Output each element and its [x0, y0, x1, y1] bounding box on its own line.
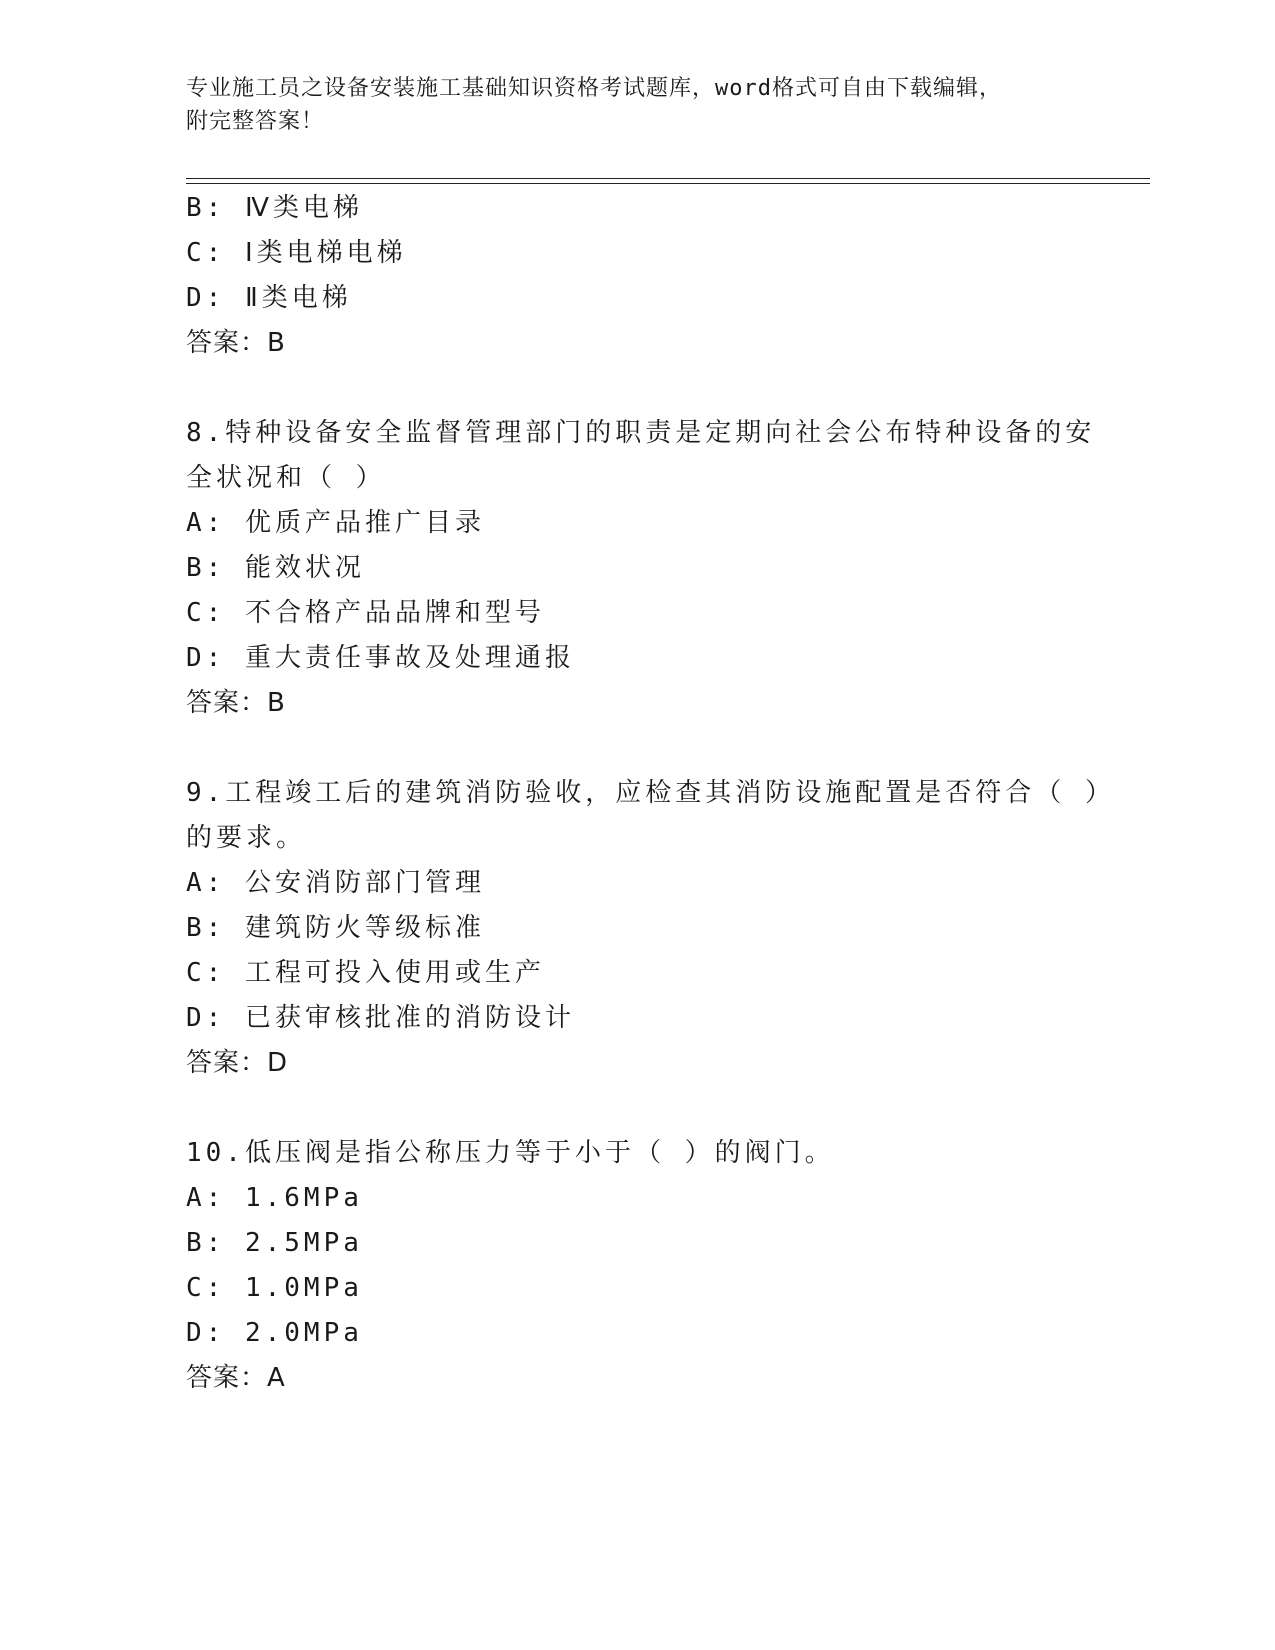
question-9-option-b: B: 建筑防火等级标准 — [186, 913, 485, 943]
question-8-option-a: A: 优质产品推广目录 — [186, 508, 485, 538]
question-8-option-c: C: 不合格产品品牌和型号 — [186, 598, 545, 628]
question-10-option-b: B: 2.5MPa — [186, 1228, 363, 1258]
header-line-1: 专业施工员之设备安装施工基础知识资格考试题库，word格式可自由下载编辑， — [186, 76, 1002, 101]
header-line-2: 附完整答案！ — [186, 109, 325, 134]
question-9-answer: 答案：D — [186, 1048, 289, 1078]
question-8-stem-line-2: 全状况和（ ） — [186, 463, 386, 493]
document-header — [186, 72, 1066, 138]
question-8-stem-line-1: 8.特种设备安全监督管理部门的职责是定期向社会公布特种设备的安 — [186, 418, 1096, 448]
header-divider-bottom — [186, 183, 1150, 184]
option-c: C: Ⅰ类电梯电梯 — [186, 238, 407, 268]
question-9-option-d: D: 已获审核批准的消防设计 — [186, 1003, 575, 1033]
question-9-stem-line-1: 9.工程竣工后的建筑消防验收，应检查其消防设施配置是否符合（ ） — [186, 778, 1115, 808]
option-d: D: Ⅱ类电梯 — [186, 283, 352, 313]
option-b: B: Ⅳ类电梯 — [186, 193, 363, 223]
question-9-option-a: A: 公安消防部门管理 — [186, 868, 485, 898]
question-8-option-b: B: 能效状况 — [186, 553, 365, 583]
question-10-option-d: D: 2.0MPa — [186, 1318, 363, 1348]
question-8-answer: 答案：B — [186, 688, 286, 718]
question-10-option-a: A: 1.6MPa — [186, 1183, 363, 1213]
answer-line: 答案：B — [186, 328, 286, 358]
question-9-option-c: C: 工程可投入使用或生产 — [186, 958, 545, 988]
question-9-stem-line-2: 的要求。 — [186, 823, 307, 853]
question-10-stem: 10.低压阀是指公称压力等于小于（ ）的阀门。 — [186, 1138, 835, 1168]
header-divider-top — [186, 178, 1150, 179]
question-8-option-d: D: 重大责任事故及处理通报 — [186, 643, 575, 673]
question-10-answer: 答案：A — [186, 1363, 286, 1393]
question-10-option-c: C: 1.0MPa — [186, 1273, 363, 1303]
